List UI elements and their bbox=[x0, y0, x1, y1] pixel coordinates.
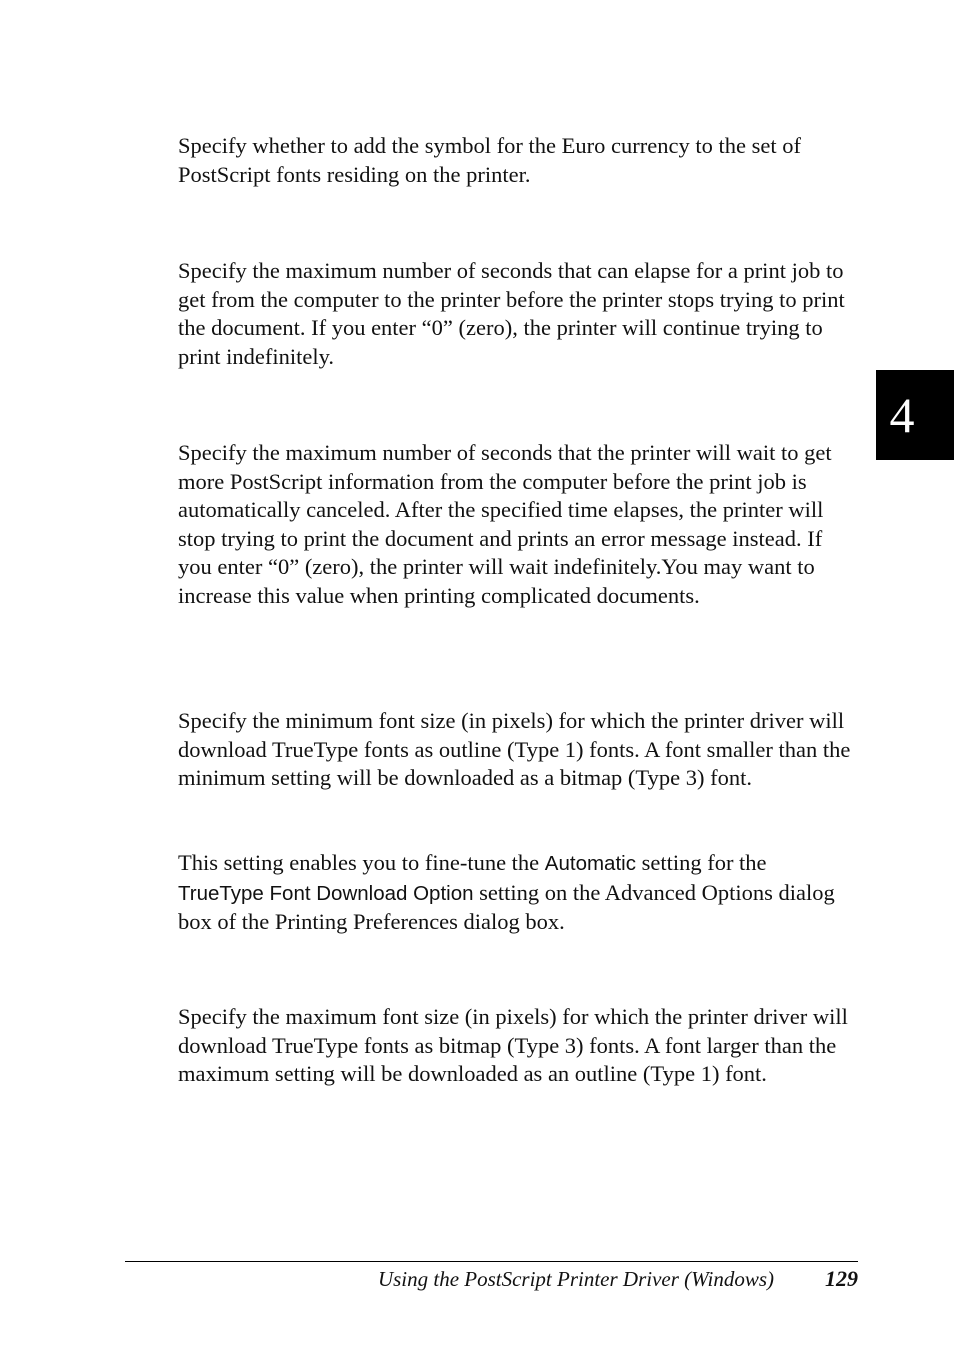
note-text: setting for the bbox=[635, 850, 767, 875]
job-timeout-description: Specify the maximum number of seconds that can elapse for a print job to get from the computer to the printer before the printer stops trying to print the document. If you enter “0” (zero), the printer will continue trying to print indefinitely. bbox=[178, 258, 845, 369]
page-number: 129 bbox=[825, 1266, 858, 1291]
wait-timeout-description: Specify the maximum number of seconds that the printer will wait to get more PostScript information from the computer before the print job is automatically canceled. After the specified time elapses, the printer will stop trying to print the document and prints an error message instead. If you enter “0” (zero), the printer will wait indefinitely.You may want to increase this value when printing complicated documents. bbox=[178, 440, 832, 608]
maximum-font-size-description: Specify the maximum font size (in pixels) for which the printer driver will download TrueType fonts as bitmap (Type 3) fonts. A font larger than the maximum setting will be downloaded as an outline (Type 1) font. bbox=[178, 1004, 848, 1086]
euro-symbol-description: Specify whether to add the symbol for the Euro currency to the set of PostScript fonts residing on the printer. bbox=[178, 133, 801, 187]
truetype-download-option-term: TrueType Font Download Option bbox=[178, 881, 474, 905]
footer-rule bbox=[125, 1261, 858, 1262]
note-text: setting on the Advanced Options dialog box of the Printing Preferences dialog box. bbox=[178, 879, 835, 934]
note-text: This setting enables you to fine-tune the bbox=[178, 850, 545, 875]
footer-title: Using the PostScript Printer Driver (Windows) bbox=[377, 1267, 774, 1291]
minimum-font-size-description: Specify the minimum font size (in pixels) for which the printer driver will download TrueType fonts as outline (Type 1) fonts. A font smaller than the minimum setting will be downloaded as a bitmap (Type 3) font. bbox=[178, 708, 851, 790]
chapter-tab: 4 bbox=[876, 370, 954, 460]
fine-tune-note bbox=[178, 849, 858, 937]
automatic-setting-term: Automatic bbox=[544, 852, 636, 875]
